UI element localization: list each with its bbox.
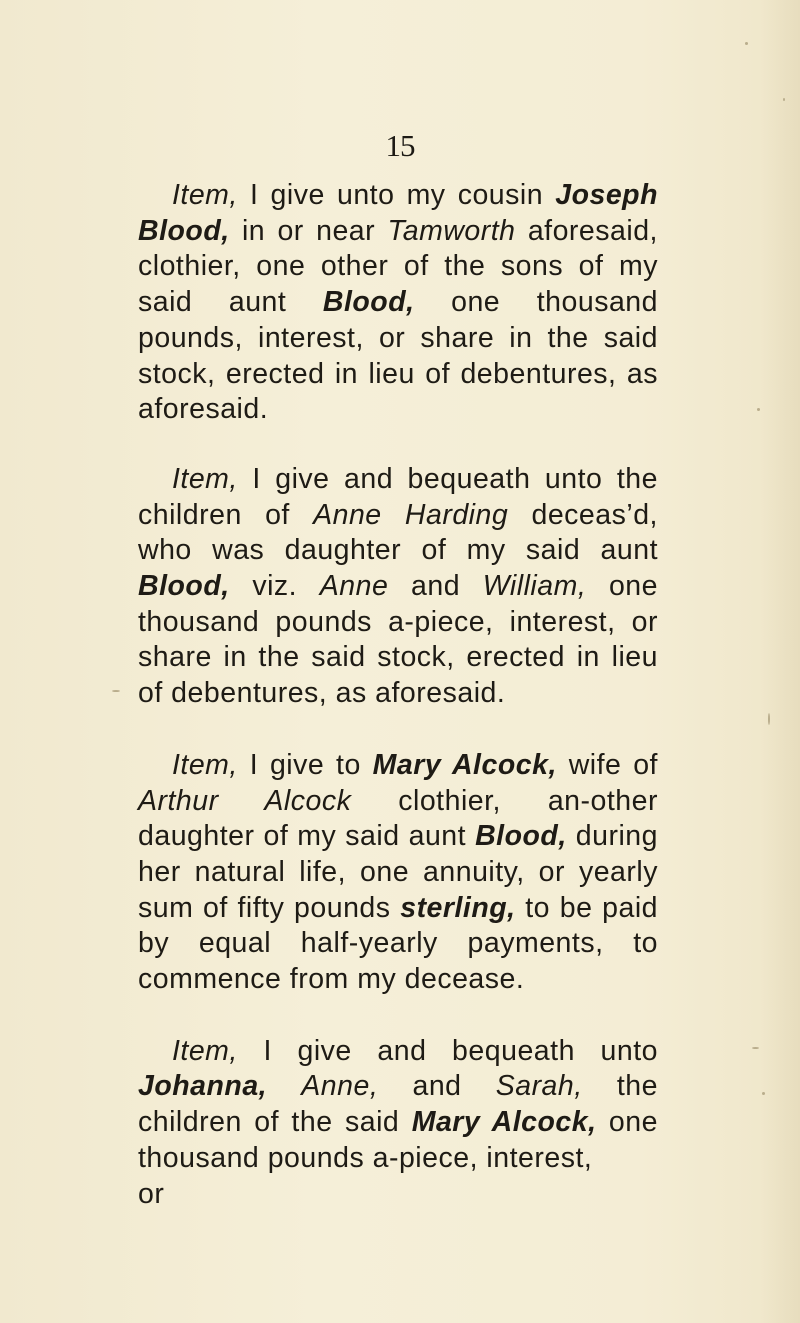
text-segment: Item, — [172, 1034, 238, 1067]
text-segment: Joseph Blood, — [138, 179, 658, 247]
text-segment: and — [378, 1070, 496, 1103]
text-segment: the children of the said — [138, 1070, 658, 1139]
page-number: 15 — [385, 128, 415, 163]
text-segment: Tamworth — [387, 214, 516, 247]
paper-speck — [762, 1092, 765, 1095]
text-segment: in or near — [229, 214, 388, 247]
paper-speck — [752, 1047, 759, 1049]
text-segment: Item, — [172, 179, 238, 211]
text-segment: Arthur Alcock — [138, 784, 352, 817]
paper-speck — [745, 42, 748, 45]
catchword: or — [138, 1177, 165, 1210]
text-segment: Johanna, — [138, 1070, 268, 1103]
text-segment: Mary Alcock, — [372, 748, 557, 781]
text-segment: one thousand pounds, interest, or share in the said stock, erected in lieu of debentures, as aforesaid. — [138, 286, 658, 426]
text-segment: I give and bequeath unto — [237, 1034, 658, 1067]
text-segment: and — [388, 570, 483, 603]
text-segment: sterling, — [400, 891, 516, 924]
text-segment: during her natural life, one annuity, or yearly sum of fifty pounds — [138, 820, 658, 924]
text-segment: I give and bequeath unto the children of — [138, 462, 658, 531]
text-segment: viz. — [229, 570, 320, 603]
paragraph-item-2 — [138, 462, 658, 712]
text-segment: wife of — [556, 748, 658, 781]
paper-speck — [757, 408, 760, 411]
text-segment: Anne Harding — [313, 498, 509, 531]
text-segment: William, — [482, 570, 587, 603]
text-segment: Sarah, — [495, 1070, 583, 1103]
text-segment: one thousand pounds a-piece, interest, — [138, 1106, 658, 1174]
text-segment: Blood, — [475, 820, 567, 853]
text-segment: clothier, an-other daughter of my said aunt — [138, 784, 658, 853]
text-segment: Blood, — [322, 286, 415, 319]
paper-speck — [112, 690, 120, 692]
text-segment: Item, — [172, 748, 238, 781]
paragraph-item-1 — [138, 178, 658, 428]
page-edge-shadow — [760, 0, 800, 1323]
text-segment: I give to — [237, 748, 373, 781]
text-segment: Anne — [319, 570, 389, 603]
text-segment: I give unto my cousin — [237, 179, 556, 211]
text-segment: Mary Alcock, — [411, 1106, 597, 1139]
text-segment: aforesaid, clothier, one other of the sons of my said aunt — [138, 214, 658, 319]
text-segment: Blood, — [138, 570, 230, 603]
text-segment: deceas’d, who was daughter of my said aunt — [138, 498, 658, 567]
paragraph-item-3 — [138, 748, 658, 998]
text-segment: to be paid by equal half-yearly payments, to commence from my decease. — [138, 891, 659, 996]
text-segment: Item, — [172, 462, 238, 495]
paper-speck — [783, 98, 785, 101]
text-segment: Anne, — [301, 1070, 379, 1103]
paragraph-item-4 — [138, 1034, 658, 1213]
paper-speck — [768, 713, 770, 725]
page-body-text — [138, 178, 658, 1248]
text-segment: one thousand pounds a-piece, interest, or share in the said stock, erected in lieu of debentures, as aforesaid. — [138, 570, 658, 710]
text-segment — [267, 1070, 301, 1102]
